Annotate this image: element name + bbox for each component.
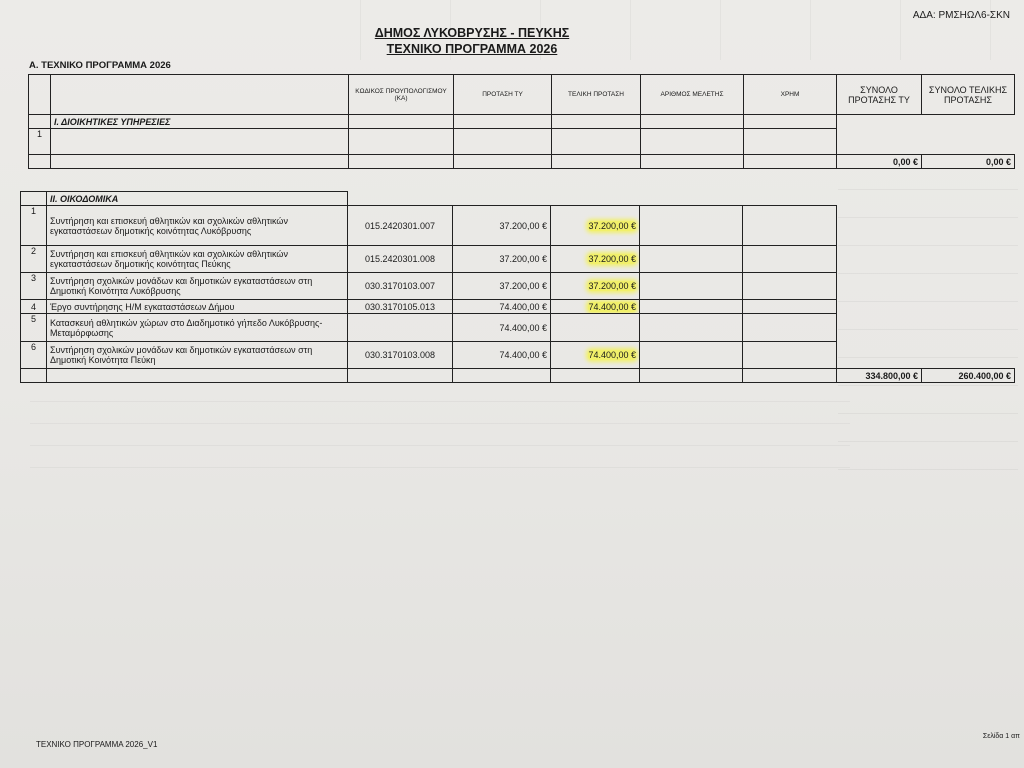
row-teliki bbox=[551, 314, 640, 342]
row-ty: 37.200,00 € bbox=[453, 206, 551, 246]
row-ty: 37.200,00 € bbox=[453, 273, 551, 300]
row-desc: Συντήρηση σχολικών μονάδων και δημοτικών εγκαταστάσεων στη Δημοτική Κοινότητα Πεύκη bbox=[47, 342, 348, 369]
page-number: Σελίδα 1 απ bbox=[982, 733, 1020, 740]
table-row: 6 Συντήρηση σχολικών μονάδων και δημοτικών εγκαταστάσεων στη Δημοτική Κοινότητα Πεύκη 030.3170103.008 74.400,00 € 74.400,00 € bbox=[21, 342, 1015, 369]
total-teliki: 260.400,00 € bbox=[922, 369, 1015, 383]
total-ty: 0,00 € bbox=[837, 155, 922, 169]
row-desc: Συντήρηση σχολικών μονάδων και δημοτικών εγκαταστάσεων στη Δημοτική Κοινότητα Λυκόβρυσης bbox=[47, 273, 348, 300]
header-synolo-ty: ΣΥΝΟΛΟ ΠΡΟΤΑΣΗΣ ΤΥ bbox=[837, 75, 922, 115]
row-ka: 030.3170103.007 bbox=[348, 273, 453, 300]
group-title: Ι. ΔΙΟΙΚΗΤΙΚΕΣ ΥΠΗΡΕΣΙΕΣ bbox=[51, 115, 349, 129]
table-row: 3 Συντήρηση σχολικών μονάδων και δημοτικών εγκαταστάσεων στη Δημοτική Κοινότητα Λυκόβρυσης 030.3170103.007 37.200,00 € 37.200,00 € bbox=[21, 273, 1015, 300]
header-no bbox=[29, 75, 51, 115]
row-number: 1 bbox=[29, 129, 51, 155]
row-ka: 030.3170103.008 bbox=[348, 342, 453, 369]
table-row: 2 Συντήρηση και επισκευή αθλητικών και σχολικών αθλητικών εγκαταστάσεων δημοτικής κοινότητας Πεύκης 015.2420301.008 37.200,00 € 37.200,00 € bbox=[21, 246, 1015, 273]
row-ty: 74.400,00 € bbox=[453, 314, 551, 342]
footer-text: ΤΕΧΝΙΚΟ ΠΡΟΓΡΑΜΜΑ 2026_V1 bbox=[36, 740, 158, 749]
table-administrative bbox=[28, 74, 1015, 169]
bleed-through-lines bbox=[30, 388, 850, 468]
row-teliki: 37.200,00 € bbox=[588, 281, 636, 291]
row-ka: 015.2420301.008 bbox=[348, 246, 453, 273]
table-row: 4 Έργο συντήρησης Η/Μ εγκαταστάσεων Δήμου 030.3170105.013 74.400,00 € 74.400,00 € bbox=[21, 300, 1015, 314]
row-teliki: 74.400,00 € bbox=[588, 301, 636, 312]
header-teliki: ΤΕΛΙΚΗ ΠΡΟΤΑΣΗ bbox=[552, 75, 641, 115]
table-construction bbox=[20, 191, 1015, 383]
header-protasi: ΠΡΟΤΑΣΗ ΤΥ bbox=[454, 75, 552, 115]
group-title: ΙΙ. ΟΙΚΟΔΟΜΙΚΑ bbox=[47, 192, 348, 206]
row-ty: 37.200,00 € bbox=[453, 246, 551, 273]
total-ty: 334.800,00 € bbox=[837, 369, 922, 383]
row-teliki: 74.400,00 € bbox=[588, 350, 636, 360]
row-ty: 74.400,00 € bbox=[453, 300, 551, 314]
table-row: 5 Κατασκευή αθλητικών χώρων στο Διαδημοτικό γήπεδο Λυκόβρυσης-Μεταμόρφωσης 74.400,00 € bbox=[21, 314, 1015, 342]
row-desc: Συντήρηση και επισκευή αθλητικών και σχολικών αθλητικών εγκαταστάσεων δημοτικής κοινότητας Λυκόβρυσης bbox=[47, 206, 348, 246]
ada-code: ΑΔΑ: ΡΜΣΗΩΛ6-ΣΚΝ bbox=[912, 10, 1010, 21]
header-xrhm: ΧΡΗΜ bbox=[744, 75, 837, 115]
header-desc bbox=[51, 75, 349, 115]
header-meleti: ΑΡΙΘΜΟΣ ΜΕΛΕΤΗΣ bbox=[641, 75, 744, 115]
header-ka: ΚΩΔΙΚΟΣ ΠΡΟΥΠΟΛΟΓΙΣΜΟΥ (ΚΑ) bbox=[349, 75, 454, 115]
row-ty: 74.400,00 € bbox=[453, 342, 551, 369]
row-ka: 030.3170105.013 bbox=[348, 300, 453, 314]
table-row: 1 Συντήρηση και επισκευή αθλητικών και σχολικών αθλητικών εγκαταστάσεων δημοτικής κοινότητας Λυκόβρυσης 015.2420301.007 37.200,00 € 37.200,00 € bbox=[21, 206, 1015, 246]
row-teliki: 37.200,00 € bbox=[588, 254, 636, 264]
row-ka bbox=[348, 314, 453, 342]
total-teliki: 0,00 € bbox=[922, 155, 1015, 169]
document-title: ΔΗΜΟΣ ΛΥΚΟΒΡΥΣΗΣ - ΠΕΥΚΗΣ bbox=[374, 26, 570, 40]
row-teliki: 37.200,00 € bbox=[588, 220, 636, 231]
header-synolo-teliki: ΣΥΝΟΛΟ ΤΕΛΙΚΗΣ ΠΡΟΤΑΣΗΣ bbox=[922, 75, 1015, 115]
row-desc: Έργο συντήρησης Η/Μ εγκαταστάσεων Δήμου bbox=[47, 300, 348, 314]
document-subtitle: ΤΕΧΝΙΚΟ ΠΡΟΓΡΑΜΜΑ 2026 bbox=[386, 42, 558, 56]
row-desc: Συντήρηση και επισκευή αθλητικών και σχολικών αθλητικών εγκαταστάσεων δημοτικής κοινότητας Πεύκης bbox=[47, 246, 348, 273]
row-desc: Κατασκευή αθλητικών χώρων στο Διαδημοτικό γήπεδο Λυκόβρυσης-Μεταμόρφωσης bbox=[47, 314, 348, 342]
row-ka: 015.2420301.007 bbox=[348, 206, 453, 246]
section-title: Α. ΤΕΧΝΙΚΟ ΠΡΟΓΡΑΜΜΑ 2026 bbox=[29, 60, 171, 71]
